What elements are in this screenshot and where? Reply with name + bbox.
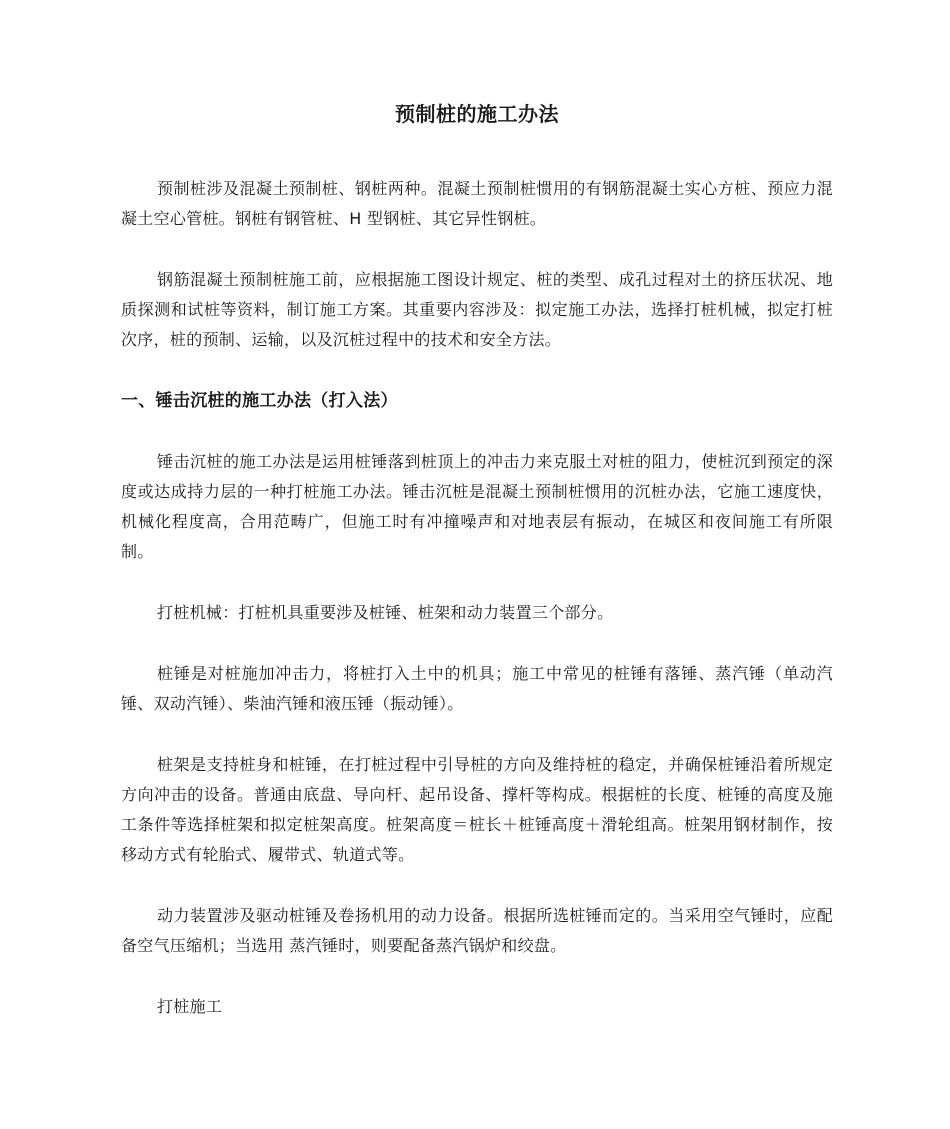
- paragraph-pile-machinery: 打桩机械：打桩机具重要涉及桩锤、桩架和动力装置三个部分。: [157, 603, 614, 622]
- document-body: [121, 98, 833, 1053]
- paragraph-pile-frame: 桩架是支持桩身和桩锤，在打桩过程中引导桩的方向及维持桩的稳定，并确保桩锤沿着所规定方向冲击的设备。普通由底盘、导向杆、起吊设备、撑杆等构成。根据桩的长度、桩锤的高度及施工条件等选择桩架和拟定桩架高度。桩架高度＝桩长＋桩锤高度＋滑轮组高。桩架用钢材制作，按移动方式有轮胎式、履带式、轨道式等。: [121, 755, 833, 864]
- paragraph-construction-plan: 钢筋混凝土预制桩施工前，应根据施工图设计规定、桩的类型、成孔过程对土的挤压状况、地质探测和试桩等资料，制订施工方案。其重要内容涉及：拟定施工办法，选择打桩机械，拟定打桩次序，桩的预制、运输，以及沉桩过程中的技术和安全方法。: [121, 270, 833, 349]
- paragraph-pile-hammer: 桩锤是对桩施加冲击力，将桩打入土中的机具；施工中常见的桩锤有落锤、蒸汽锤（单动汽锤、双动汽锤）、柴油汽锤和液压锤（振动锤）。: [121, 664, 833, 713]
- document-title: 预制桩的施工办法: [395, 102, 559, 126]
- paragraph-power-unit: 动力装置涉及驱动桩锤及卷扬机用的动力设备。根据所选桩锤而定的。当采用空气锤时，应配备空气压缩机；当选用 蒸汽锤时，则要配备蒸汽锅炉和绞盘。: [121, 906, 833, 955]
- paragraph-hammer-method: 锤击沉桩的施工办法是运用桩锤落到桩顶上的冲击力来克服土对桩的阻力，使桩沉到预定的深度或达成持力层的一种打桩施工办法。锤击沉桩是混凝土预制桩惯用的沉桩办法，它施工速度快，机械化程度高，合用范畴广，但施工时有冲撞噪声和对地表层有振动，在城区和夜间施工有所限制。: [121, 452, 833, 561]
- section-heading-hammer-driving: 一、锤击沉桩的施工办法（打入法）: [121, 391, 398, 411]
- paragraph-pile-driving-heading: 打桩施工: [157, 997, 223, 1016]
- paragraph-pile-types: 预制桩涉及混凝土预制桩、钢桩两种。混凝土预制桩惯用的有钢筋混凝土实心方桩、预应力混凝土空心管桩。钢桩有钢管桩、H 型钢桩、其它异性钢桩。: [121, 179, 833, 228]
